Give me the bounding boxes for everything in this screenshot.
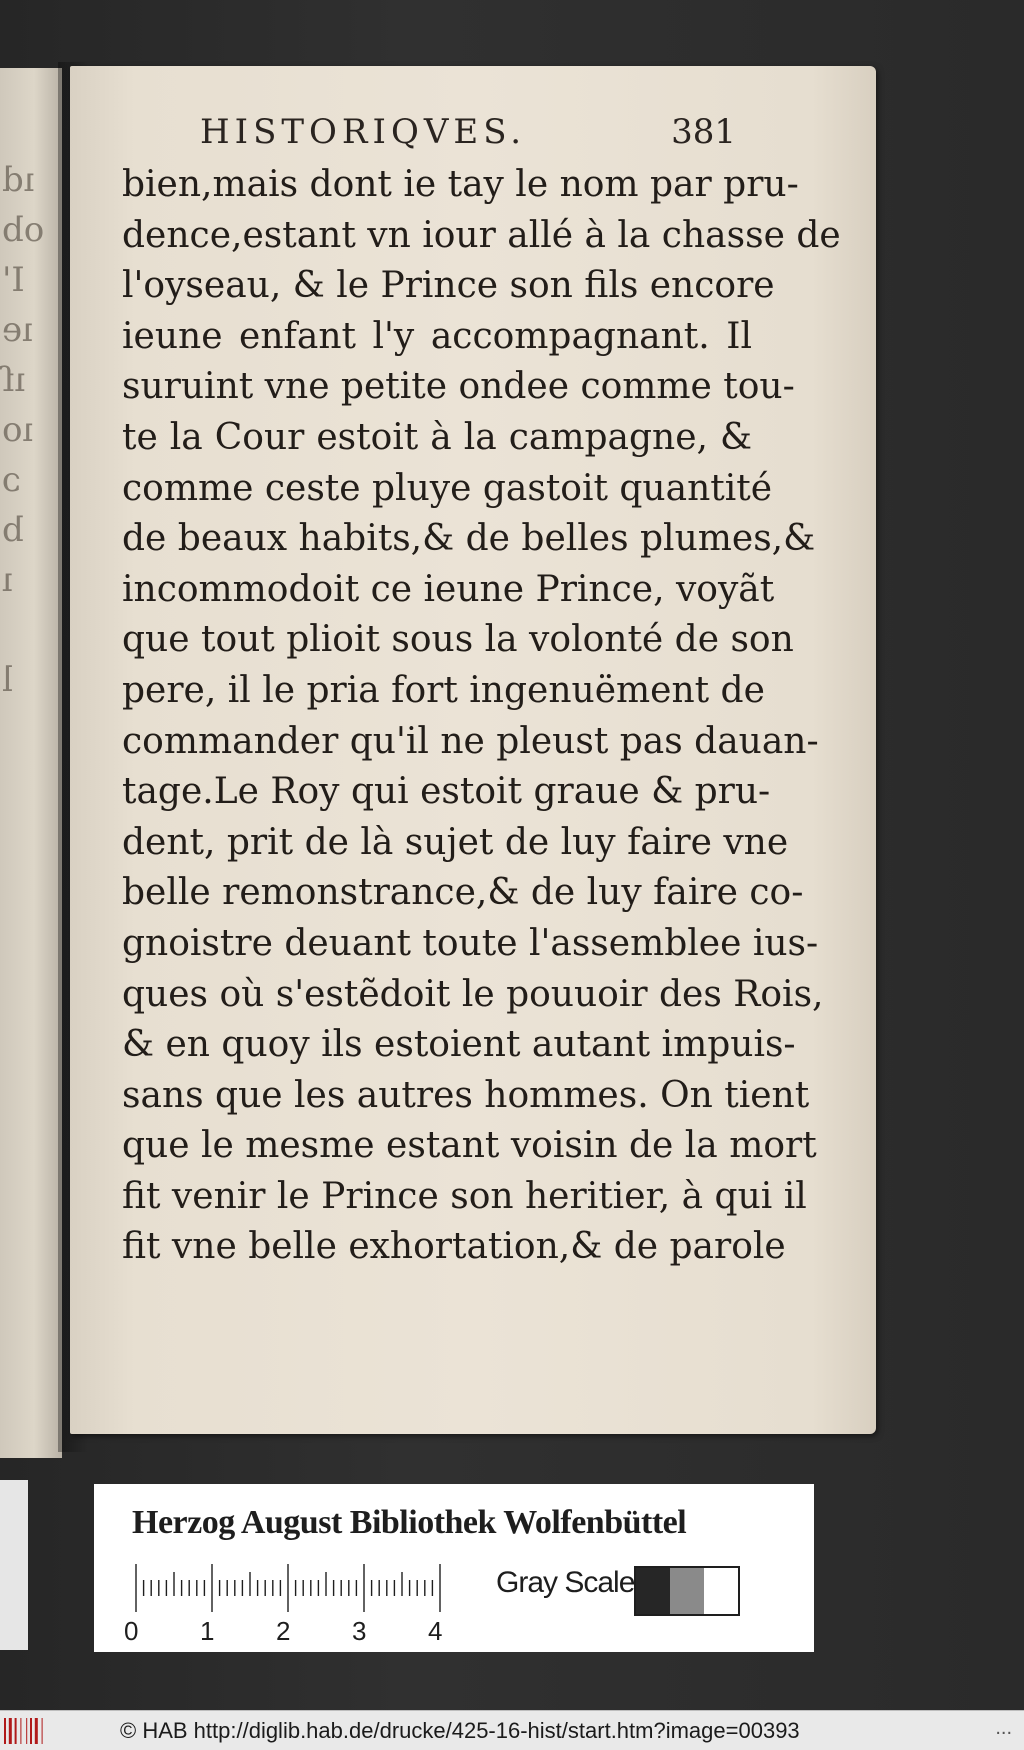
- text-line: fit vne belle exhortation,& de parole: [122, 1226, 786, 1268]
- gray-swatch: [636, 1568, 670, 1614]
- text-line: commander qu'il ne pleust pas dauan-: [122, 720, 819, 762]
- previous-color-card-edge: [0, 1480, 28, 1650]
- text-line: & en quoy ils estoient autant impuis-: [122, 1024, 796, 1066]
- text-line: comme ceste pluye gastoit quantité: [122, 467, 773, 509]
- barcode-bar: [20, 1718, 21, 1744]
- text-line: belle remonstrance,& de luy faire co-: [122, 872, 804, 914]
- copyright-url[interactable]: © HAB http://diglib.hab.de/drucke/425-16-hist/start.htm?image=00393: [120, 1717, 800, 1743]
- text-line: incommodoit ce ieune Prince, voyãt: [122, 568, 775, 610]
- text-line: de beaux habits,& de belles plumes,&: [122, 518, 816, 560]
- text-line: dent, prit de là sujet de luy faire vne: [122, 821, 789, 863]
- previous-page-edge: ıd ob I' ıe ıſ ıo ɔ b ı l: [0, 68, 62, 1458]
- text-line: pere, il le pria fort ingenuëment de: [122, 669, 765, 711]
- color-card: [94, 1484, 814, 1652]
- library-name: Herzog August Bibliothek Wolfenbüttel: [132, 1504, 687, 1541]
- running-head: HISTORIQVES.: [200, 112, 527, 152]
- ruler-label: 1: [200, 1616, 215, 1646]
- more-icon[interactable]: ...: [995, 1717, 1012, 1739]
- text-line: fit venir le Prince son heritier, à qui il: [122, 1175, 807, 1217]
- text-line: gnoistre deuant toute l'assemblee ius-: [122, 922, 819, 964]
- gray-swatch: [704, 1568, 738, 1614]
- ruler-labels: [124, 1616, 544, 1646]
- footer-bar: [0, 1710, 1024, 1750]
- text-line: suruint vne petite ondee comme tou-: [122, 366, 795, 408]
- barcode-bar: [15, 1718, 17, 1744]
- page-header: [132, 112, 752, 160]
- text-line: bien,mais dont ie tay le nom par pru-: [122, 164, 799, 205]
- text-line: sans que les autres hommes. On tient: [122, 1074, 810, 1116]
- barcode-bar: [35, 1718, 38, 1744]
- text-line: tage.Le Roy qui estoit graue & pru-: [122, 771, 771, 813]
- ruler-label: 2: [276, 1616, 291, 1646]
- text-line: ques où s'estẽdoit le pouuoir des Rois,: [122, 973, 824, 1015]
- gray-scale-label: Gray Scale: [496, 1566, 635, 1599]
- body-text: [122, 160, 841, 1273]
- page-number: 381: [671, 112, 736, 152]
- barcode-icon: [4, 1718, 50, 1744]
- ruler-label: 0: [124, 1616, 139, 1646]
- barcode-bar: [9, 1718, 12, 1744]
- barcode-bar: [30, 1718, 32, 1744]
- barcode-bar: [26, 1718, 27, 1744]
- text-line: que tout plioit sous la volonté de son: [122, 619, 794, 661]
- text-line: que le mesme estant voisin de la mort: [122, 1125, 817, 1167]
- ruler-scale: [134, 1564, 478, 1612]
- ruler-label: 3: [352, 1616, 367, 1646]
- text-line: te la Cour estoit à la campagne, &: [122, 416, 752, 458]
- text-line: l'oyseau, & le Prince son fils encore: [122, 265, 775, 307]
- barcode-bar: [42, 1718, 43, 1744]
- gray-swatch: [670, 1568, 704, 1614]
- gray-scale-swatches: [634, 1566, 740, 1616]
- barcode-bar: [4, 1718, 6, 1744]
- text-line: ieune enfant l'y accompagnant. Il: [122, 315, 752, 357]
- text-line: dence,estant vn iour allé à la chasse de: [122, 214, 841, 256]
- ruler-label: 4: [428, 1616, 443, 1646]
